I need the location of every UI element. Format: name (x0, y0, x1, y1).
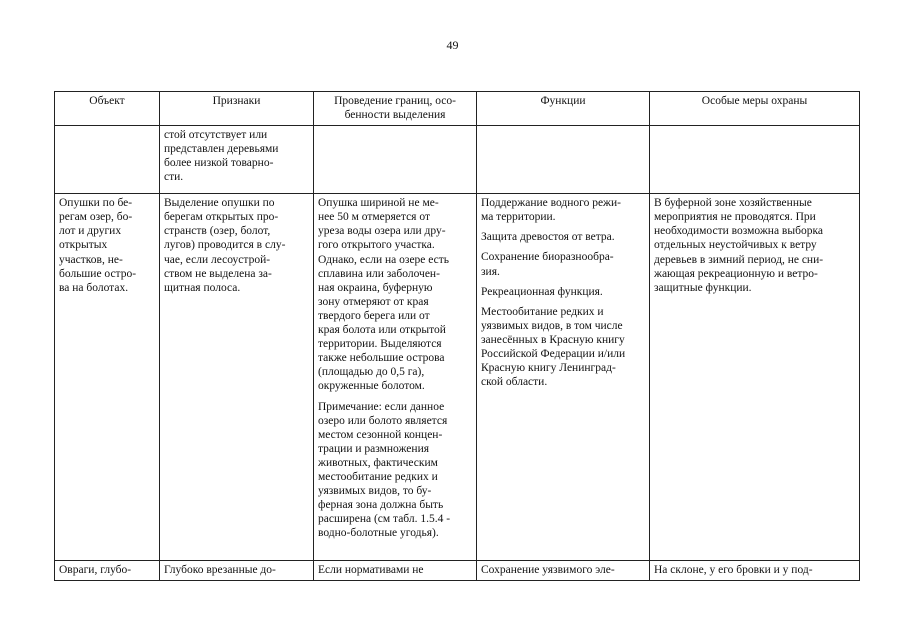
functions-cell-edges (477, 194, 650, 561)
cont-object-cell (55, 126, 160, 194)
function-item: Поддержание водного режи- ма территории. (481, 197, 621, 224)
table-row (55, 561, 860, 581)
header-functions: Функции (477, 92, 650, 126)
cont-functions-cell (477, 126, 650, 194)
header-signs: Признаки (160, 92, 314, 126)
object-cell-edges: Опушки по бе- регам озер, бо- лот и других открытых участков, не- большие остро- ва на болотах. (55, 194, 160, 561)
protection-measures-table (54, 91, 860, 581)
measures-cell-ravines: На склоне, у его бровки и у под- (650, 561, 860, 581)
header-borders: Проведение границ, осо- бенности выделения (314, 92, 477, 126)
function-item: Сохранение биоразнообра- зия. (481, 251, 614, 278)
cont-measures-cell (650, 126, 860, 194)
functions-cell-ravines: Сохранение уязвимого эле- (477, 561, 650, 581)
header-measures: Особые меры охраны (650, 92, 860, 126)
table-row (55, 194, 860, 561)
borders-cell-edges (314, 194, 477, 561)
function-item: Рекреационная функция. (481, 285, 603, 298)
signs-cell-edges: Выделение опушки по берегам открытых про- странств (озер, болот, лугов) проводится в слу- чае, если лесоустрой- ством не выделена за- щитная полоса. (160, 194, 314, 561)
object-cell-ravines: Овраги, глубо- (55, 561, 160, 581)
borders-paragraph-main: Опушка шириной не ме- нее 50 м отмеряется от уреза воды озера или дру- гого открытого участка. Однако, если на озере есть сплавина или заболочен- ная окраина, буферную зону отмеряют от края твердого берега или от края болота или открытой территории. Выделяются также небольшие острова (площадью до 0,5 га), окруженные болотом. (318, 197, 450, 393)
borders-paragraph-note: Примечание: если данное озеро или болото является местом сезонной концен- трации и размножения животных, фактическим местообитание редких и уязвимых видов, то бу- ферная зона должна быть расширена (см табл. 1.5.4 - водно-болотные угодья). (318, 400, 451, 540)
function-item: Местообитание редких и уязвимых видов, в том числе занесённых в Красную книгу Российской Федерации и/или Красную книгу Ленинград- ской области. (481, 305, 626, 389)
cont-borders-cell (314, 126, 477, 194)
table-row (55, 126, 860, 194)
cont-signs-cell: стой отсутствует или представлен деревьями более низкой товарно- сти. (160, 126, 314, 194)
signs-cell-ravines: Глубоко врезанные до- (160, 561, 314, 581)
borders-cell-ravines: Если нормативами не (314, 561, 477, 581)
page-number: 49 (446, 38, 459, 52)
table-header-row (55, 92, 860, 126)
function-item: Защита древостоя от ветра. (481, 231, 615, 244)
header-object: Объект (55, 92, 160, 126)
measures-cell-edges: В буферной зоне хозяйственные мероприятия не проводятся. При необходимости возможна выборка отдельных неустойчивых к ветру деревьев в зимний период, не сни- жающая рекреационную и ветро- защитные функции. (650, 194, 860, 561)
